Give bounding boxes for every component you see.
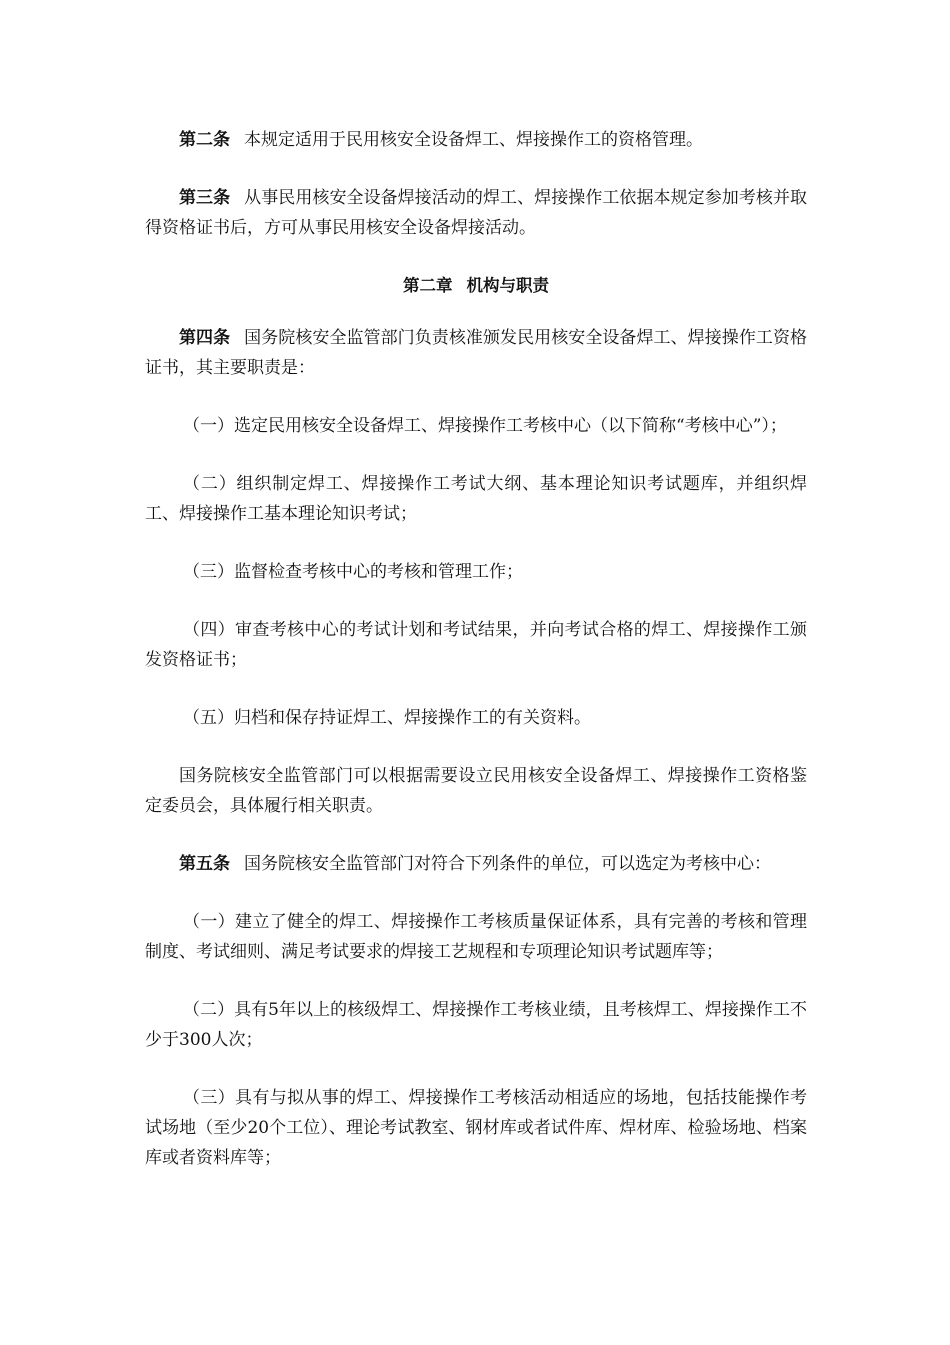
article-2-text: 本规定适用于民用核安全设备焊工、焊接操作工的资格管理。 bbox=[244, 130, 703, 150]
document-page bbox=[145, 125, 807, 1201]
article-4-item-5: （五）归档和保存持证焊工、焊接操作工的有关资料。 bbox=[183, 708, 591, 728]
article-5-label: 第五条 bbox=[179, 854, 230, 874]
article-4-item-4: （四）审查考核中心的考试计划和考试结果，并向考试合格的焊工、焊接操作工颁发资格证书； bbox=[145, 620, 807, 670]
article-4-item-2: （二）组织制定焊工、焊接操作工考试大纲、基本理论知识考试题库，并组织焊工、焊接操作工基本理论知识考试； bbox=[145, 474, 807, 524]
article-5 bbox=[145, 849, 807, 879]
article-3-text: 从事民用核安全设备焊接活动的焊工、焊接操作工依据本规定参加考核并取得资格证书后，方可从事民用核安全设备焊接活动。 bbox=[145, 188, 807, 238]
article-4-text: 国务院核安全监管部门负责核准颁发民用核安全设备焊工、焊接操作工资格证书，其主要职责是： bbox=[145, 328, 807, 378]
article-2 bbox=[145, 125, 807, 155]
chapter-heading bbox=[145, 271, 807, 301]
article-5-item-2: （二）具有5年以上的核级焊工、焊接操作工考核业绩，且考核焊工、焊接操作工不少于300人次； bbox=[145, 1000, 807, 1050]
article-4-label: 第四条 bbox=[179, 328, 231, 348]
article-5-text: 国务院核安全监管部门对符合下列条件的单位，可以选定为考核中心： bbox=[244, 854, 771, 874]
chapter-number: 第二章 bbox=[403, 276, 453, 295]
article-3 bbox=[145, 183, 807, 243]
article-5-item-3: （三）具有与拟从事的焊工、焊接操作工考核活动相适应的场地，包括技能操作考试场地（至少20个工位）、理论考试教室、钢材库或者试件库、焊材库、检验场地、档案库或者资料库等； bbox=[145, 1088, 807, 1168]
article-4 bbox=[145, 323, 807, 383]
chapter-title: 机构与职责 bbox=[466, 276, 549, 295]
article-4-note: 国务院核安全监管部门可以根据需要设立民用核安全设备焊工、焊接操作工资格鉴定委员会，具体履行相关职责。 bbox=[145, 766, 807, 816]
article-4-item-3: （三）监督检查考核中心的考核和管理工作； bbox=[183, 562, 523, 582]
article-5-item-1: （一）建立了健全的焊工、焊接操作工考核质量保证体系，具有完善的考核和管理制度、考试细则、满足考试要求的焊接工艺规程和专项理论知识考试题库等； bbox=[145, 912, 807, 962]
article-3-label: 第三条 bbox=[179, 188, 231, 208]
article-4-item-1: （一）选定民用核安全设备焊工、焊接操作工考核中心（以下简称“考核中心”）； bbox=[183, 416, 787, 436]
article-2-label: 第二条 bbox=[179, 130, 230, 150]
